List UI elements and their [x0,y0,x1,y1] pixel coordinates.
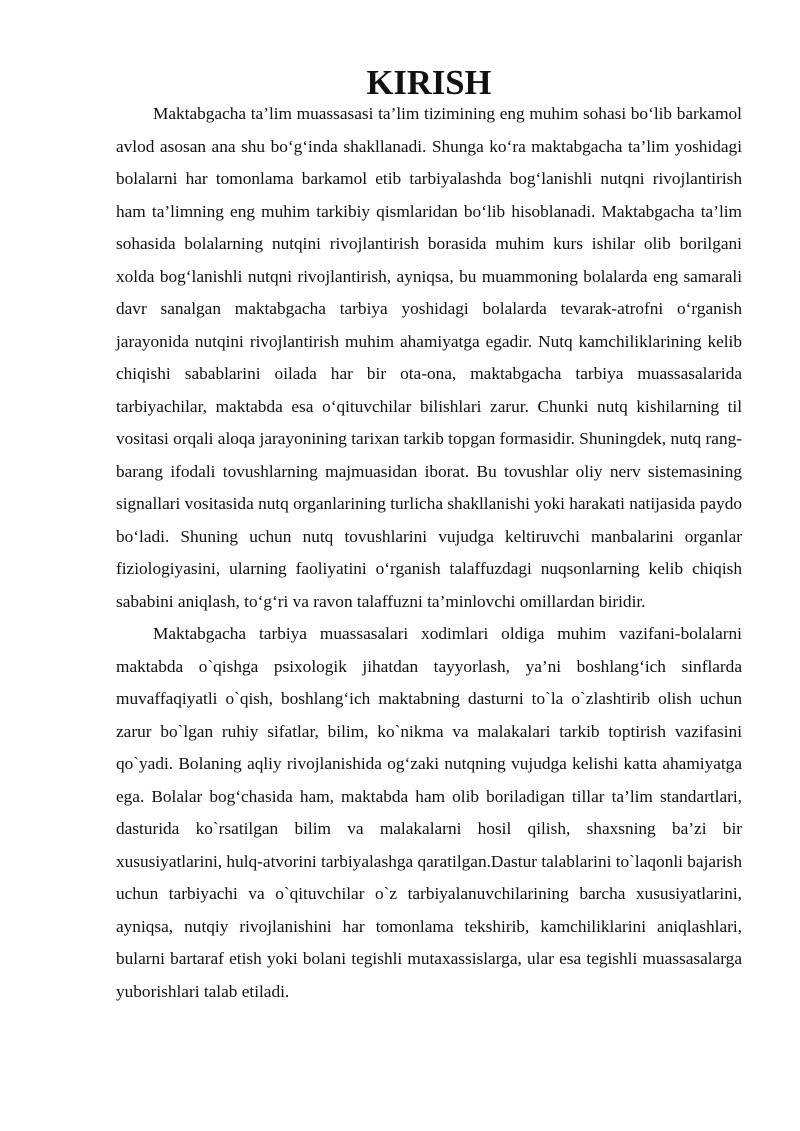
document-page [116,66,742,1008]
paragraph-1: Maktabgacha ta’lim muassasasi ta’lim tizimining eng muhim sohasi bo‘lib barkamol avlod asosan ana shu bo‘g‘inda shakllanadi. Shunga ko‘ra maktabgacha ta’lim yoshidagi bolalarni har tomonlama barkamol etib tarbiyalashda bog‘lanishli nutqni rivojlantirish ham ta’limning eng muhim tarkibiy qismlaridan bo‘lib hisoblanadi. Maktabgacha ta’lim sohasida bolalarning nutqini rivojlantirish borasida muhim kurs ishilar olib borilgani xolda bog‘lanishli nutqni rivojlantirish, ayniqsa, bu muammoning bolalarda eng samarali davr sanalgan maktabgacha tarbiya yoshidagi bolalarda tevarak-atrofni o‘rganish jarayonida nutqini rivojlantirish muhim ahamiyatga egadir. Nutq kamchiliklarining kelib chiqishi sabablarini oilada har bir ota-ona, maktabgacha tarbiya muassasalarida tarbiyachilar, maktabda esa o‘qituvchilar bilishlari zarur. Chunki nutq kishilarning til vositasi orqali aloqa jarayonining tarixan tarkib topgan formasidir. Shuningdek, nutq rang-barang ifodali tovushlarning majmuasidan iborat. Bu tovushlar oliy nerv sistemasining signallari vositasida nutq organlarining turlicha shakllanishi yoki harakati natijasida paydo bo‘ladi. Shuning uchun nutq tovushlarini vujudga keltiruvchi manbalarini organlar fiziologiyasini, ularning faoliyatini o‘rganish talaffuzdagi nuqsonlarning kelib chiqish sababini aniqlash, to‘g‘ri va ravon talaffuzni ta’minlovchi omillardan biridir. [116,104,742,611]
paragraph-2: Maktabgacha tarbiya muassasalari xodimlari oldiga muhim vazifani-bolalarni maktabda o`qishga psixologik jihatdan tayyorlash, ya’ni boshlang‘ich sinflarda muvaffaqiyatli o`qish, boshlang‘ich maktabning dasturni to`la o`zlashtirib olish uchun zarur bo`lgan ruhiy sifatlar, bilim, ko`nikma va malakalari tarkib toptirish vazifasini qo`yadi. Bolaning aqliy rivojlanishida og‘zaki nutqning vujudga kelishi katta ahamiyatga ega. Bolalar bog‘chasida ham, maktabda ham olib boriladigan tillar ta’lim standartlari, dasturida ko`rsatilgan bilim va malakalarni hosil qilish, shaxsning ba’zi bir xususiyatlarini, hulq-atvorini tarbiyalashga qaratilgan.Dastur talablarini to`laqonli bajarish uchun tarbiyachi va o`qituvchilar o`z tarbiyalanuvchilarining barcha xususiyatlarini, ayniqsa, nutqiy rivojlanishini har tomonlama tekshirib, kamchiliklarini aniqlashlari, bularni bartaraf etish yoki bolani tegishli mutaxassislarga, ular esa tegishli muassasalarga yuborishlari talab etiladi. [116,624,742,1001]
page-title: KIRISH [366,64,492,102]
